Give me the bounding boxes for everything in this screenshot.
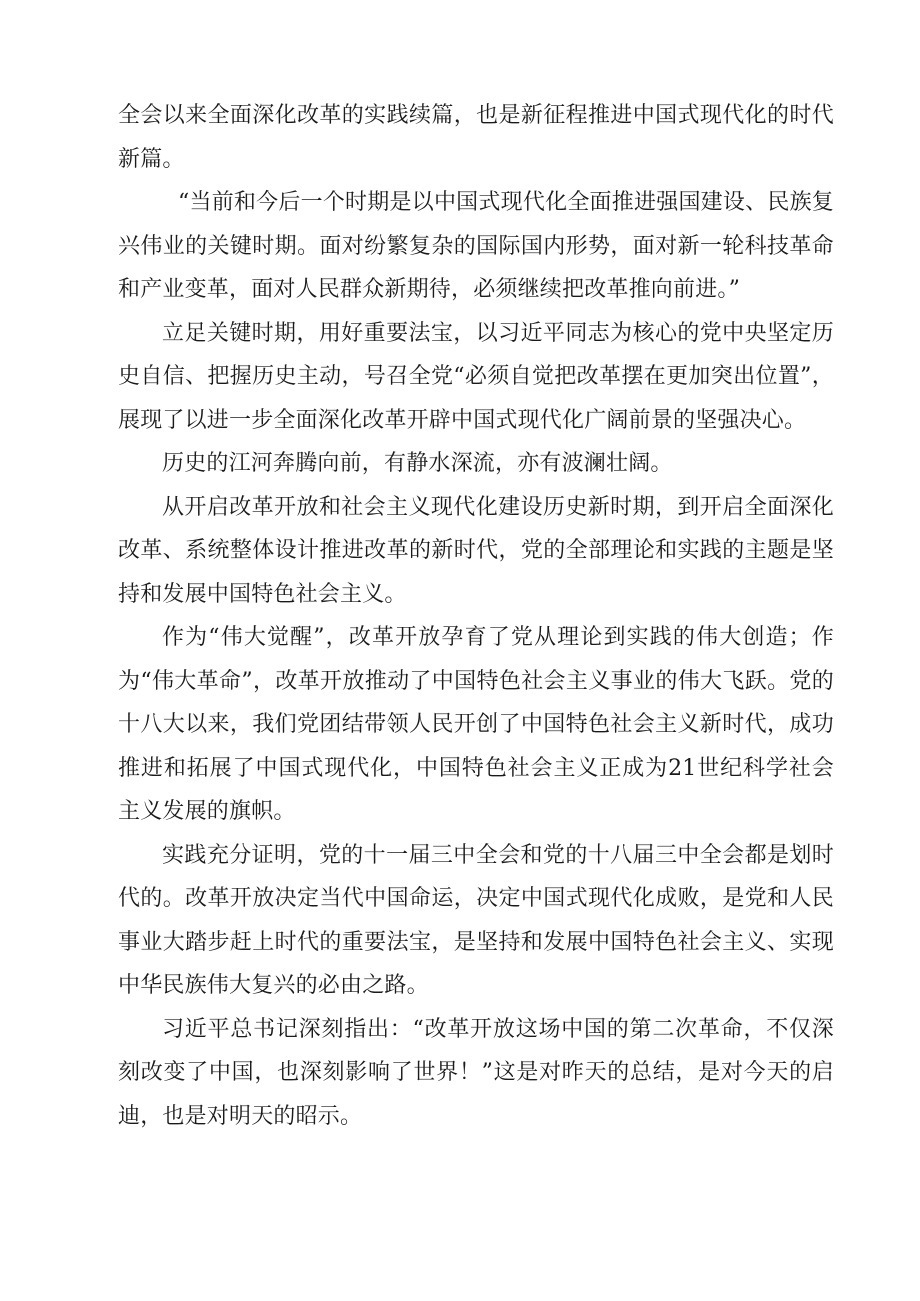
paragraph-quote: “当前和今后一个时期是以中国式现代化全面推进强国建设、民族复兴伟业的关键时期。面对纷繁复杂的国际国内形势，面对新一轮科技革命和产业变革，面对人民群众新期待，必须继续把改革推向前进。” [118,190,834,302]
paragraph: 从开启改革开放和社会主义现代化建设历史新时期，到开启全面深化改革、系统整体设计推进改革的新时代，党的全部理论和实践的主题是坚持和发展中国特色社会主义。 [118,494,834,607]
paragraph: 实践充分证明，党的十一届三中全会和党的十八届三中全会都是划时代的。改革开放决定当代中国命运，决定中国式现代化成败，是党和人民事业大踏步赶上时代的重要法宝，是坚持和发展中国特色社会主义、实现中华民族伟大复兴的必由之路。 [118,842,834,998]
paragraph: 习近平总书记深刻指出：“改革开放这场中国的第二次革命，不仅深刻改变了中国，也深刻影响了世界！”这是对昨天的总结，是对今天的启迪，也是对明天的昭示。 [118,1016,834,1129]
paragraph-continuation: 全会以来全面深化改革的实践续篇，也是新征程推进中国式现代化的时代新篇。 [118,103,834,172]
paragraph: 历史的江河奔腾向前，有静水深流，亦有波澜壮阔。 [162,451,673,476]
paragraph: 作为“伟大觉醒”，改革开放孕育了党从理论到实践的伟大创造；作为“伟大革命”，改革开放推动了中国特色社会主义事业的伟大飞跃。党的十八大以来，我们党团结带领人民开创了中国特色社会主义新时代，成功推进和拓展了中国式现代化，中国特色社会主义正成为21世纪科学社会主义发展的旗帜。 [118,625,834,824]
paragraph: 立足关键时期，用好重要法宝，以习近平同志为核心的党中央坚定历史自信、把握历史主动，号召全党“必须自觉把改革摆在更加突出位置”，展现了以进一步全面深化改革开辟中国式现代化广阔前景的坚强决心。 [118,320,834,433]
document-page [118,94,834,1138]
